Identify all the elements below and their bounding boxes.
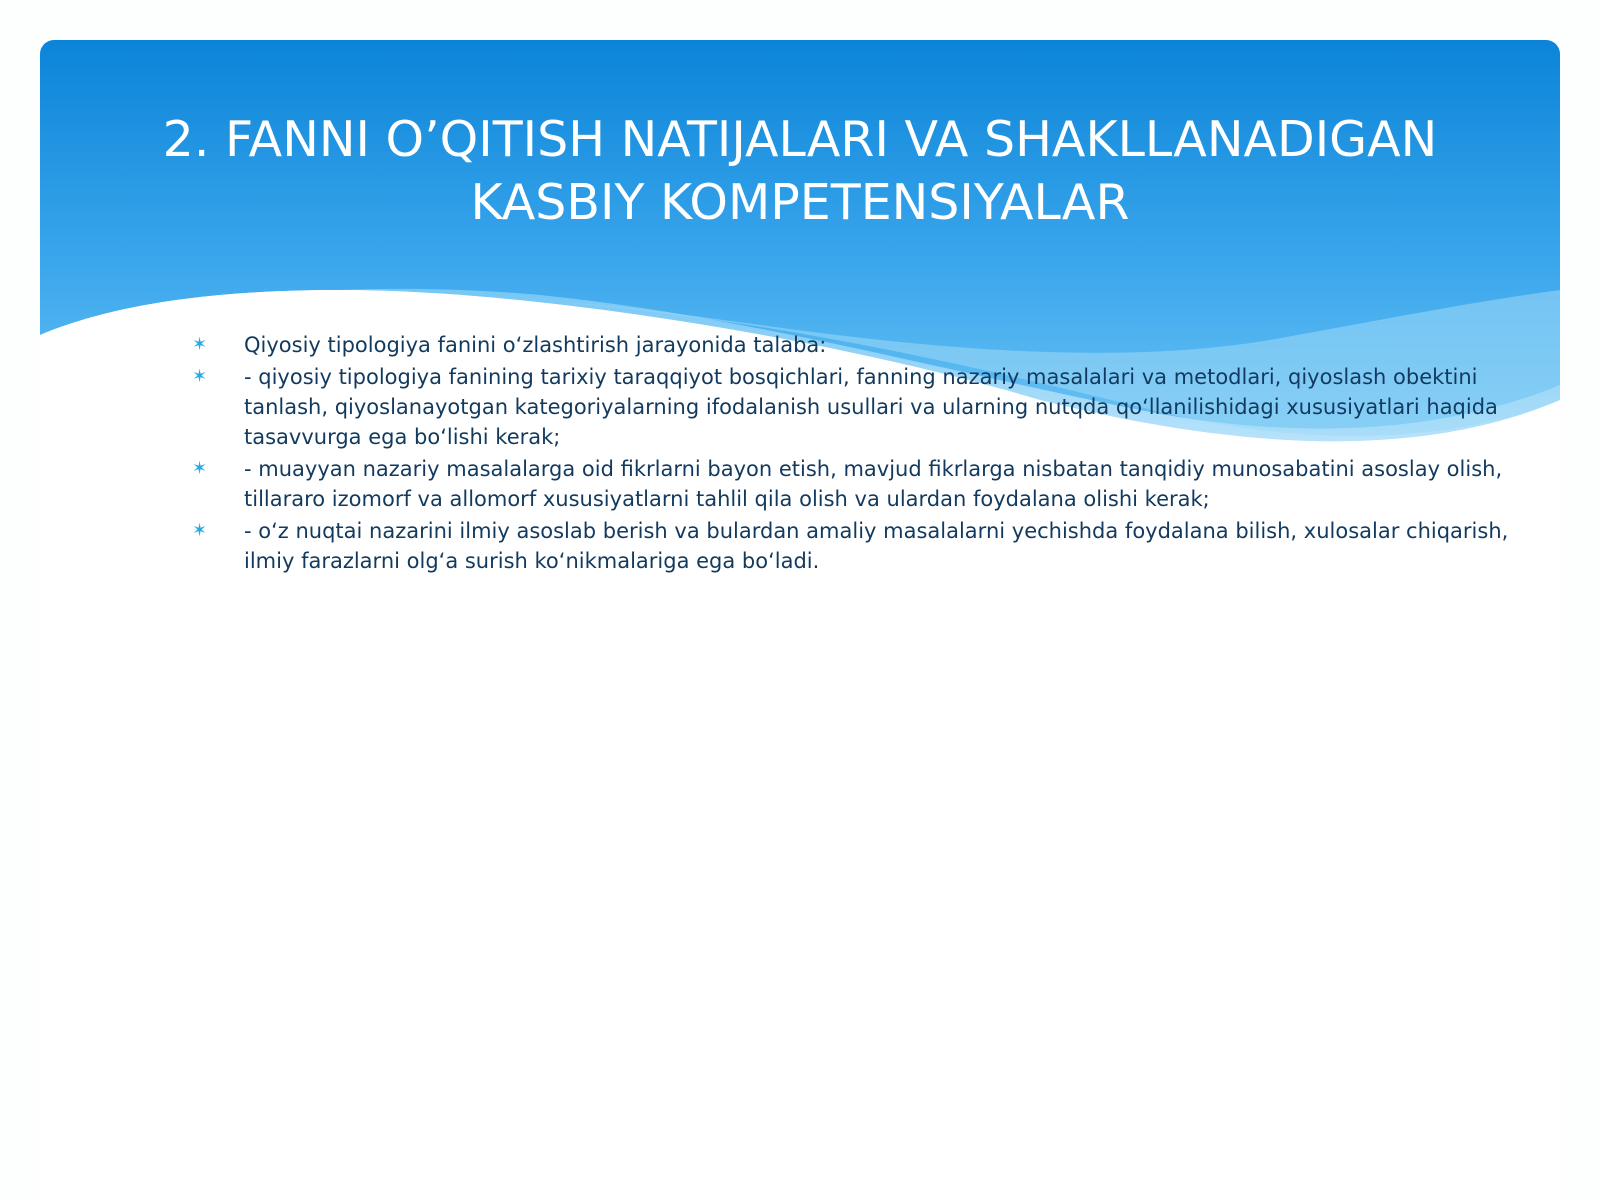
list-item-text: - qiyosiy tipologiya fanining tarixiy taraqqiyot bosqichlari, fanning nazariy masalalari va metodlari, qiyoslash obektini tanlash, qiyoslanayotgan kategoriyalarning ifodalanish usullari va ularning nutqda qo‘llanilishidagi xususiyatlari haqida tasavvurga ega bo‘lishi kerak;	[244, 365, 1498, 449]
list-item	[190, 330, 1510, 360]
list-item-text: - o‘z nuqtai nazarini ilmiy asoslab berish va bulardan amaliy masalalarni yechishda foydalana bilish, xulosalar chiqarish, ilmiy farazlarni olg‘a surish ko‘nikmalariga ega bo‘ladi.	[244, 519, 1509, 573]
slide-title	[100, 108, 1500, 234]
slide-title-line-2: KASBIY KOMPETENSIYALAR	[470, 174, 1130, 231]
list-item-text: - muayyan nazariy masalalarga oid fikrlarni bayon etish, mavjud fikrlarga nisbatan tanqidiy munosabatini asoslay olish, tillararo izomorf va allomorf xususiyatlarni tahlil qila olish va ulardan foydalana olishi kerak;	[244, 457, 1503, 511]
list-item-text: Qiyosiy tipologiya fanini o‘zlashtirish jarayonida talaba:	[244, 333, 827, 357]
star-bullet-icon: ✶	[192, 520, 208, 541]
list-item	[190, 516, 1510, 576]
bullet-list	[190, 330, 1510, 578]
star-bullet-icon: ✶	[192, 334, 208, 355]
slide-panel	[40, 40, 1560, 1200]
list-item	[190, 454, 1510, 514]
list-item	[190, 362, 1510, 452]
slide-title-line-1: 2. FANNI O’QITISH NATIJALARI VA SHAKLLANADIGAN	[162, 111, 1438, 168]
star-bullet-icon: ✶	[192, 458, 208, 479]
star-bullet-icon: ✶	[192, 366, 208, 387]
